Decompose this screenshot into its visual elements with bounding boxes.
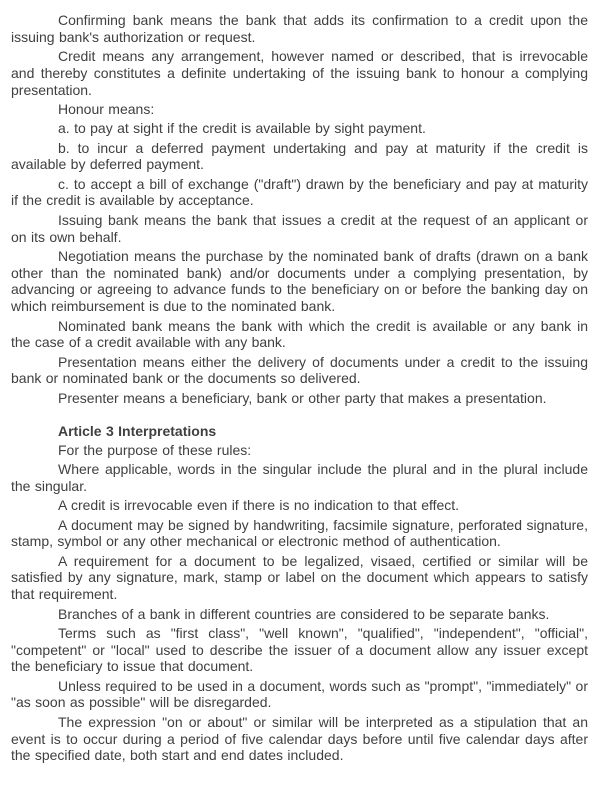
paragraph: Honour means:: [58, 100, 155, 117]
paragraph: Presentation means either the delivery of documents under a credit to the issuing bank or nominated bank or the documents so delivered.: [11, 353, 588, 387]
paragraph: Where applicable, words in the singular include the plural and in the plural include the singular.: [11, 461, 588, 494]
paragraph: A requirement for a document to be legalized, visaed, certified or similar will be satisfied by any signature, mark, stamp or label on the document which appears to satisfy that requirement.: [11, 552, 588, 603]
paragraph: Presenter means a beneficiary, bank or other party that makes a presentation.: [58, 389, 547, 406]
paragraph: Nominated bank means the bank with which the credit is available or any bank in the case of a credit available with any bank.: [11, 317, 588, 351]
paragraph: For the purpose of these rules:: [58, 441, 252, 458]
paragraph: Terms such as "first class", "well known", "qualified", "independent", "official", "competent" or "local" used to describe the issuer of a document allow any issuer except the beneficiary to issue that document.: [11, 624, 588, 675]
paragraph: b. to incur a deferred payment undertaking and pay at maturity if the credit is available by deferred payment.: [11, 139, 588, 173]
paragraph: Branches of a bank in different countries are considered to be separate banks.: [58, 605, 550, 622]
paragraph: Issuing bank means the bank that issues a credit at the request of an applicant or on its own behalf.: [11, 211, 588, 245]
paragraph: The expression "on or about" or similar will be interpreted as a stipulation that an event is to occur during a period of five calendar days before until five calendar days after the specified date, both start and end dates included.: [11, 713, 588, 764]
paragraph: c. to accept a bill of exchange ("draft") drawn by the beneficiary and pay at maturity if the credit is available by acceptance.: [11, 175, 588, 209]
paragraph: Credit means any arrangement, however named or described, that is irrevocable and thereby constitutes a definite undertaking of the issuing bank to honour a complying presentation.: [11, 48, 588, 98]
article-heading: Article 3 Interpretations: [58, 422, 217, 439]
paragraph: Confirming bank means the bank that adds its confirmation to a credit upon the issuing bank's authorization or request.: [11, 12, 588, 45]
paragraph: Unless required to be used in a document, words such as "prompt", "immediately" or "as soon as possible" will be disregarded.: [11, 677, 588, 711]
paragraph: A document may be signed by handwriting, facsimile signature, perforated signature, stamp, symbol or any other mechanical or electronic method of authentication.: [11, 516, 588, 550]
paragraph: A credit is irrevocable even if there is no indication to that effect.: [58, 497, 460, 514]
paragraph: a. to pay at sight if the credit is available by sight payment.: [58, 120, 426, 137]
paragraph: Negotiation means the purchase by the nominated bank of drafts (drawn on a bank other than the nominated bank) and/or documents under a complying presentation, by advancing or agreeing to advance funds to the beneficiary on or before the banking day on which reimbursement is due to the nominated bank.: [11, 247, 588, 315]
